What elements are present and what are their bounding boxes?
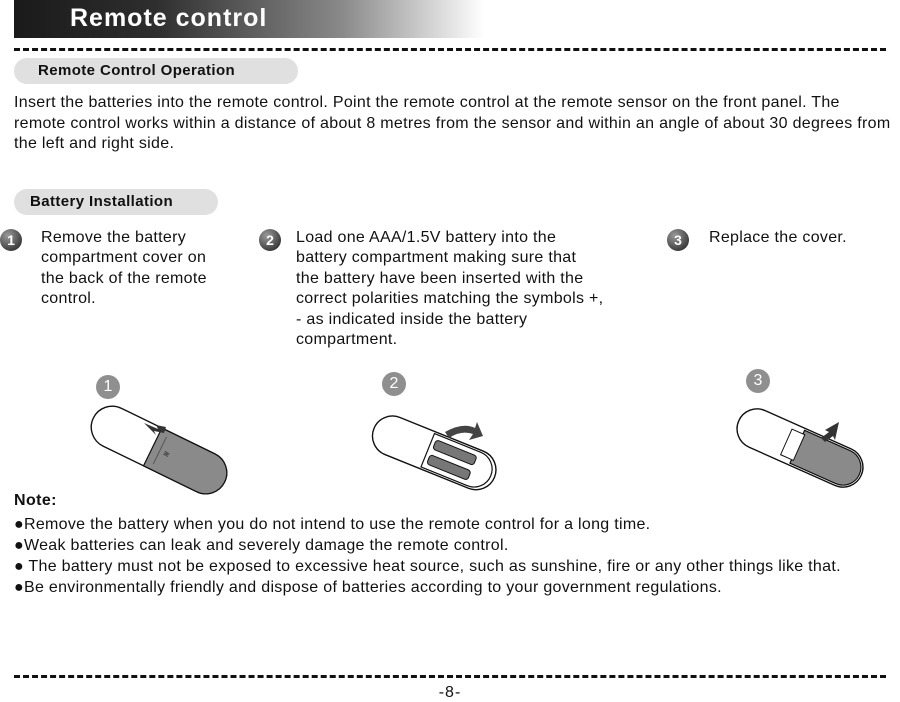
battery-heading: Battery Installation	[14, 189, 218, 215]
note-item: ● The battery must not be exposed to excessive heat source, such as sunshine, fire or any other things like that.	[14, 558, 841, 575]
step-2-text: Load one AAA/1.5V battery into the battery compartment making sure that the battery have been inserted with the correct polarities matching the symbols +, - as indicated inside the battery compartment.	[296, 229, 604, 349]
note-title: Note:	[14, 492, 57, 509]
page-number: -8-	[438, 684, 462, 701]
step-1-badge: 1	[0, 229, 22, 251]
remote-illustration-1	[84, 405, 234, 495]
bullet-icon: ●	[14, 537, 24, 554]
title-bar	[14, 0, 484, 38]
note-item: ●Weak batteries can leak and severely damage the remote control.	[14, 537, 509, 554]
note-item: ●Remove the battery when you do not intend to use the remote control for a long time.	[14, 516, 651, 533]
remote-illustration-2	[367, 410, 517, 495]
operation-heading: Remote Control Operation	[14, 58, 298, 84]
step-3-badge: 3	[667, 229, 689, 251]
bullet-icon: ●	[14, 579, 24, 596]
remote-illustration-3	[735, 400, 865, 495]
image-1-badge: 1	[96, 375, 120, 399]
image-3-badge: 3	[746, 369, 770, 393]
step-2-badge: 2	[259, 229, 281, 251]
step-1-text: Remove the battery compartment cover on the back of the remote control.	[41, 229, 207, 308]
bullet-icon: ●	[14, 558, 24, 575]
bottom-divider	[14, 675, 886, 678]
step-3-text: Replace the cover.	[709, 229, 847, 246]
note-item: ●Be environmentally friendly and dispose of batteries according to your government regulations.	[14, 579, 722, 596]
note-list	[14, 514, 900, 598]
svg-text:≋: ≋	[161, 448, 172, 460]
page-title: Remote control	[70, 4, 268, 32]
bullet-icon: ●	[14, 516, 24, 533]
top-divider	[14, 48, 886, 51]
operation-text: Insert the batteries into the remote control. Point the remote control at the remote sensor on the front panel. The remote control works within a distance of about 8 metres from the sensor and within an angle of about 30 degrees from the left and right side.	[14, 94, 891, 152]
image-2-badge: 2	[382, 372, 406, 396]
